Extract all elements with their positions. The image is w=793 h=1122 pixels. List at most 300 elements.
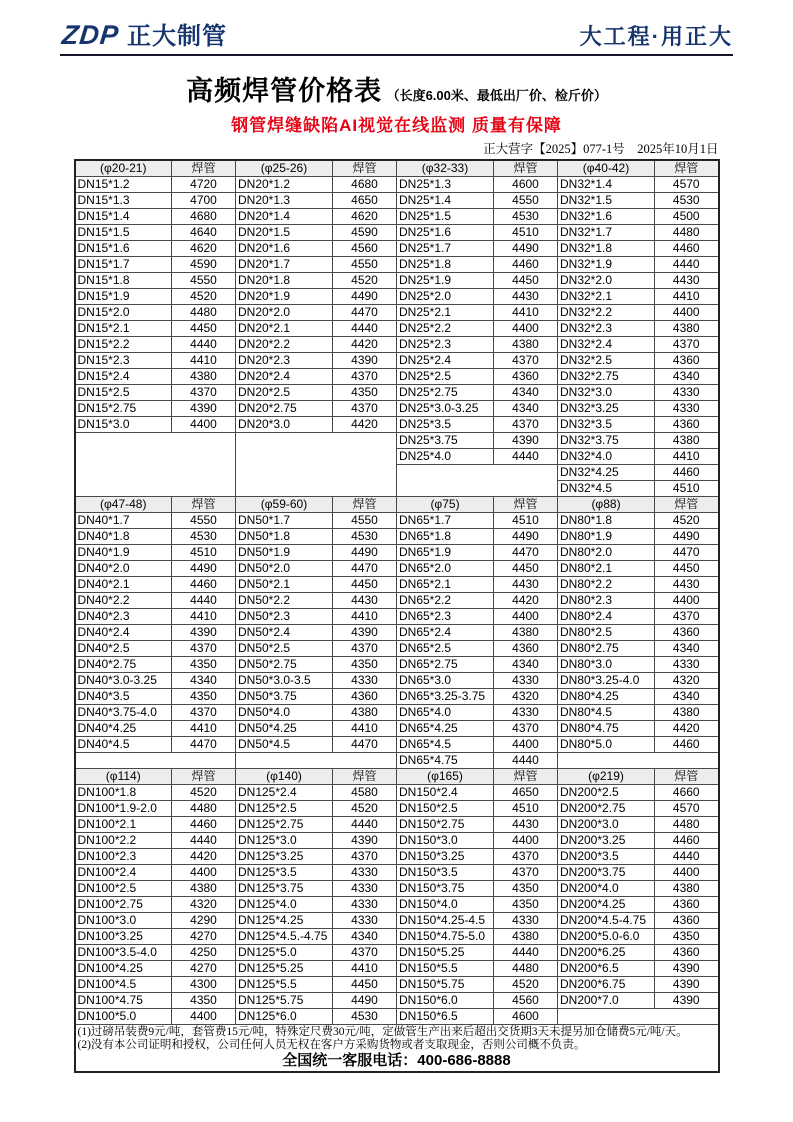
spec-cell: DN50*4.0 [236, 705, 333, 721]
price-cell: 4380 [655, 433, 719, 449]
price-cell: 4570 [655, 177, 719, 193]
price-cell: 4350 [494, 897, 558, 913]
brand-slogan: 大工程·用正大 [579, 24, 733, 49]
spec-cell: DN40*1.9 [75, 545, 172, 561]
price-cell: 4380 [494, 929, 558, 945]
spec-cell: DN15*1.6 [75, 241, 172, 257]
spec-cell: DN100*3.0 [75, 913, 172, 929]
spec-cell: DN32*2.3 [558, 321, 655, 337]
spec-cell: DN50*2.3 [236, 609, 333, 625]
footer-row [75, 1025, 719, 1073]
spec-cell: DN80*3.25-4.0 [558, 673, 655, 689]
diameter-header: (φ47-48) [75, 497, 172, 513]
price-cell: 4330 [333, 673, 397, 689]
price-cell: 4360 [655, 625, 719, 641]
spec-cell: DN100*4.5 [75, 977, 172, 993]
spec-cell: DN100*3.5-4.0 [75, 945, 172, 961]
header-divider [60, 54, 733, 56]
table-row [75, 721, 719, 737]
price-cell: 4370 [333, 641, 397, 657]
price-cell: 4330 [494, 913, 558, 929]
spec-cell: DN32*1.7 [558, 225, 655, 241]
spec-cell: DN50*2.1 [236, 577, 333, 593]
price-cell: 4520 [494, 977, 558, 993]
price-cell: 4340 [333, 929, 397, 945]
price-cell: 4400 [172, 865, 236, 881]
diameter-header: (φ32-33) [397, 160, 494, 177]
price-cell: 4360 [655, 353, 719, 369]
spec-cell: DN200*4.5-4.75 [558, 913, 655, 929]
price-column-header: 焊管 [333, 497, 397, 513]
spec-cell: DN20*1.7 [236, 257, 333, 273]
price-cell: 4420 [333, 417, 397, 433]
spec-cell: DN65*2.1 [397, 577, 494, 593]
price-cell: 4380 [655, 321, 719, 337]
table-row [75, 433, 719, 449]
diameter-header: (φ25-26) [236, 160, 333, 177]
spec-cell: DN65*2.4 [397, 625, 494, 641]
price-cell: 4490 [655, 529, 719, 545]
price-cell: 4580 [333, 785, 397, 801]
price-cell: 4460 [494, 257, 558, 273]
spec-cell: DN150*4.0 [397, 897, 494, 913]
price-cell: 4360 [655, 913, 719, 929]
diameter-header: (φ40-42) [558, 160, 655, 177]
price-cell: 4510 [494, 801, 558, 817]
spec-cell: DN150*3.25 [397, 849, 494, 865]
price-cell: 4530 [655, 193, 719, 209]
price-cell: 4350 [333, 657, 397, 673]
price-cell: 4370 [333, 849, 397, 865]
table-row [75, 177, 719, 193]
spec-cell: DN50*3.0-3.5 [236, 673, 333, 689]
spec-cell: DN25*2.5 [397, 369, 494, 385]
footnote-1: (1)过磅吊装费9元/吨，套管费15元/吨，特殊定尺费30元/吨，定做管生产出来后超出交货期3天未提另加仓储费5元/吨/天。 [77, 1026, 688, 1038]
price-cell: 4520 [333, 801, 397, 817]
price-cell: 4400 [494, 321, 558, 337]
price-cell: 4340 [655, 689, 719, 705]
table-row [75, 289, 719, 305]
price-cell: 4360 [655, 897, 719, 913]
hotline-number: 400-686-8888 [417, 1052, 511, 1069]
spec-cell: DN20*2.5 [236, 385, 333, 401]
spec-cell: DN150*5.25 [397, 945, 494, 961]
spec-cell: DN125*5.75 [236, 993, 333, 1009]
section-header-row [75, 160, 719, 177]
price-cell: 4340 [494, 385, 558, 401]
price-cell: 4680 [172, 209, 236, 225]
price-cell: 4450 [333, 577, 397, 593]
price-cell: 4510 [655, 481, 719, 497]
zdp-logo-mark: ZDP [60, 20, 121, 50]
spec-cell: DN32*2.5 [558, 353, 655, 369]
price-cell: 4520 [333, 273, 397, 289]
spec-cell: DN20*2.4 [236, 369, 333, 385]
price-column-header: 焊管 [333, 160, 397, 177]
spec-cell: DN20*1.4 [236, 209, 333, 225]
spec-cell: DN32*3.5 [558, 417, 655, 433]
company-name: 正大制管 [127, 23, 227, 50]
price-cell: 4390 [172, 625, 236, 641]
empty-cell [75, 753, 236, 769]
spec-cell: DN50*4.25 [236, 721, 333, 737]
price-cell: 4490 [494, 241, 558, 257]
price-cell: 4680 [333, 177, 397, 193]
table-row [75, 561, 719, 577]
spec-cell: DN25*2.75 [397, 385, 494, 401]
price-cell: 4400 [655, 305, 719, 321]
price-cell: 4550 [172, 273, 236, 289]
table-row [75, 321, 719, 337]
spec-cell: DN25*1.5 [397, 209, 494, 225]
diameter-header: (φ75) [397, 497, 494, 513]
price-cell: 4490 [172, 561, 236, 577]
spec-cell: DN32*3.25 [558, 401, 655, 417]
table-row [75, 385, 719, 401]
spec-cell: DN32*2.1 [558, 289, 655, 305]
price-cell: 4350 [655, 929, 719, 945]
price-cell: 4440 [494, 945, 558, 961]
spec-cell: DN15*1.8 [75, 273, 172, 289]
price-cell: 4420 [333, 337, 397, 353]
table-row [75, 929, 719, 945]
price-cell: 4510 [494, 513, 558, 529]
price-cell: 4440 [655, 257, 719, 273]
spec-cell: DN200*5.0-6.0 [558, 929, 655, 945]
price-cell: 4430 [655, 273, 719, 289]
spec-cell: DN32*1.8 [558, 241, 655, 257]
spec-cell: DN25*1.7 [397, 241, 494, 257]
price-cell: 4410 [333, 721, 397, 737]
spec-cell: DN65*2.3 [397, 609, 494, 625]
price-cell: 4490 [494, 529, 558, 545]
spec-cell: DN200*2.5 [558, 785, 655, 801]
price-cell: 4450 [494, 273, 558, 289]
diameter-header: (φ88) [558, 497, 655, 513]
price-cell: 4440 [172, 833, 236, 849]
diameter-header: (φ114) [75, 769, 172, 785]
price-cell: 4370 [172, 705, 236, 721]
price-cell: 4460 [655, 465, 719, 481]
diameter-header: (φ20-21) [75, 160, 172, 177]
price-cell: 4380 [494, 625, 558, 641]
price-cell: 4490 [333, 993, 397, 1009]
empty-cell [558, 753, 719, 769]
spec-cell: DN50*4.5 [236, 737, 333, 753]
price-cell: 4470 [494, 545, 558, 561]
table-row [75, 993, 719, 1009]
table-row [75, 273, 719, 289]
spec-cell: DN65*1.7 [397, 513, 494, 529]
price-cell: 4370 [494, 849, 558, 865]
spec-cell: DN32*3.0 [558, 385, 655, 401]
table-row [75, 401, 719, 417]
spec-cell: DN65*1.8 [397, 529, 494, 545]
price-cell: 4490 [333, 289, 397, 305]
price-cell: 4560 [494, 993, 558, 1009]
price-cell: 4370 [333, 945, 397, 961]
price-cell: 4440 [172, 337, 236, 353]
table-row [75, 641, 719, 657]
spec-cell: DN125*3.25 [236, 849, 333, 865]
spec-cell: DN40*2.5 [75, 641, 172, 657]
spec-cell: DN80*5.0 [558, 737, 655, 753]
spec-cell: DN15*2.0 [75, 305, 172, 321]
price-cell: 4520 [172, 785, 236, 801]
table-row [75, 529, 719, 545]
spec-cell: DN150*2.4 [397, 785, 494, 801]
price-cell: 4390 [333, 833, 397, 849]
price-cell: 4350 [494, 881, 558, 897]
spec-cell: DN25*1.4 [397, 193, 494, 209]
price-cell: 4370 [172, 385, 236, 401]
price-cell: 4700 [172, 193, 236, 209]
price-cell: 4390 [655, 977, 719, 993]
price-column-header: 焊管 [494, 769, 558, 785]
price-cell: 4370 [655, 337, 719, 353]
hotline [78, 1054, 716, 1068]
spec-cell: DN100*2.75 [75, 897, 172, 913]
spec-cell: DN200*3.25 [558, 833, 655, 849]
price-cell: 4380 [172, 881, 236, 897]
price-cell: 4470 [333, 737, 397, 753]
spec-cell: DN65*1.9 [397, 545, 494, 561]
table-row [75, 801, 719, 817]
table-row [75, 817, 719, 833]
table-row [75, 577, 719, 593]
price-cell: 4430 [333, 593, 397, 609]
price-cell: 4430 [494, 817, 558, 833]
table-row [75, 593, 719, 609]
price-cell: 4470 [333, 561, 397, 577]
price-cell: 4720 [172, 177, 236, 193]
spec-cell: DN125*5.25 [236, 961, 333, 977]
spec-cell: DN15*1.5 [75, 225, 172, 241]
spec-cell: DN80*4.5 [558, 705, 655, 721]
spec-cell: DN20*1.9 [236, 289, 333, 305]
spec-cell: DN80*2.3 [558, 593, 655, 609]
price-cell: 4530 [172, 529, 236, 545]
table-row [75, 417, 719, 433]
spec-cell: DN65*2.5 [397, 641, 494, 657]
spec-cell: DN15*2.2 [75, 337, 172, 353]
spec-cell: DN150*2.75 [397, 817, 494, 833]
table-row [75, 737, 719, 753]
spec-cell: DN150*6.5 [397, 1009, 494, 1025]
spec-cell: DN25*1.9 [397, 273, 494, 289]
spec-cell: DN15*2.5 [75, 385, 172, 401]
price-cell: 4460 [655, 833, 719, 849]
price-cell: 4440 [655, 849, 719, 865]
spec-cell: DN40*4.5 [75, 737, 172, 753]
price-cell: 4590 [333, 225, 397, 241]
empty-cell [558, 1009, 719, 1025]
footnote-2: (2)没有本公司证明和授权，公司任何人员无权在客户方采购货物或者支取现金，否则公司概不负责。 [77, 1039, 586, 1051]
table-row [75, 241, 719, 257]
price-cell: 4650 [333, 193, 397, 209]
spec-cell: DN25*3.75 [397, 433, 494, 449]
price-cell: 4320 [655, 673, 719, 689]
table-row [75, 689, 719, 705]
price-cell: 4450 [172, 321, 236, 337]
spec-cell: DN32*1.6 [558, 209, 655, 225]
spec-cell: DN32*3.75 [558, 433, 655, 449]
table-row [75, 897, 719, 913]
spec-cell: DN32*4.0 [558, 449, 655, 465]
hotline-label: 全国统一客服电话： [282, 1053, 418, 1069]
spec-cell: DN65*2.75 [397, 657, 494, 673]
spec-cell: DN32*4.5 [558, 481, 655, 497]
spec-cell: DN200*7.0 [558, 993, 655, 1009]
spec-cell: DN80*2.75 [558, 641, 655, 657]
spec-cell: DN50*1.8 [236, 529, 333, 545]
price-cell: 4550 [333, 513, 397, 529]
spec-cell: DN80*1.8 [558, 513, 655, 529]
price-cell: 4330 [655, 385, 719, 401]
spec-cell: DN200*6.25 [558, 945, 655, 961]
price-cell: 4410 [172, 353, 236, 369]
spec-cell: DN65*3.25-3.75 [397, 689, 494, 705]
spec-cell: DN100*2.4 [75, 865, 172, 881]
price-cell: 4410 [494, 305, 558, 321]
spec-cell: DN40*2.75 [75, 657, 172, 673]
page-title-note: （长度6.00米、最低出厂价、检斤价） [386, 88, 607, 103]
price-column-header: 焊管 [655, 497, 719, 513]
spec-cell: DN80*4.25 [558, 689, 655, 705]
spec-cell: DN125*4.0 [236, 897, 333, 913]
price-cell: 4450 [333, 977, 397, 993]
price-cell: 4360 [333, 689, 397, 705]
price-column-header: 焊管 [494, 497, 558, 513]
spec-cell: DN25*2.2 [397, 321, 494, 337]
price-cell: 4480 [494, 961, 558, 977]
spec-cell: DN20*1.5 [236, 225, 333, 241]
price-cell: 4550 [172, 513, 236, 529]
spec-cell: DN80*2.0 [558, 545, 655, 561]
price-cell: 4380 [655, 881, 719, 897]
spec-cell: DN20*2.1 [236, 321, 333, 337]
price-cell: 4420 [655, 721, 719, 737]
price-cell: 4510 [172, 545, 236, 561]
price-cell: 4660 [655, 785, 719, 801]
table-row [75, 353, 719, 369]
price-cell: 4410 [172, 721, 236, 737]
spec-cell: DN15*1.4 [75, 209, 172, 225]
spec-cell: DN32*2.2 [558, 305, 655, 321]
table-row [75, 945, 719, 961]
table-row [75, 225, 719, 241]
price-cell: 4400 [655, 593, 719, 609]
price-cell: 4590 [172, 257, 236, 273]
spec-cell: DN32*1.5 [558, 193, 655, 209]
price-column-header: 焊管 [172, 160, 236, 177]
spec-cell: DN125*4.5.-4.75 [236, 929, 333, 945]
price-cell: 4460 [655, 737, 719, 753]
price-cell: 4570 [655, 801, 719, 817]
spec-cell: DN125*2.75 [236, 817, 333, 833]
price-cell: 4370 [494, 417, 558, 433]
price-cell: 4380 [494, 337, 558, 353]
price-cell: 4600 [494, 177, 558, 193]
spec-cell: DN150*2.5 [397, 801, 494, 817]
table-row [75, 977, 719, 993]
price-cell: 4250 [172, 945, 236, 961]
spec-cell: DN65*4.0 [397, 705, 494, 721]
spec-cell: DN150*3.0 [397, 833, 494, 849]
spec-cell: DN32*2.0 [558, 273, 655, 289]
price-column-header: 焊管 [172, 769, 236, 785]
spec-cell: DN20*2.75 [236, 401, 333, 417]
price-cell: 4370 [172, 641, 236, 657]
price-cell: 4320 [172, 897, 236, 913]
price-cell: 4340 [655, 641, 719, 657]
price-cell: 4270 [172, 961, 236, 977]
spec-cell: DN80*3.0 [558, 657, 655, 673]
table-row [75, 305, 719, 321]
table-row [75, 337, 719, 353]
price-cell: 4340 [494, 657, 558, 673]
spec-cell: DN200*3.75 [558, 865, 655, 881]
spec-cell: DN40*3.5 [75, 689, 172, 705]
price-column-header: 焊管 [333, 769, 397, 785]
price-cell: 4330 [655, 401, 719, 417]
spec-cell: DN40*3.0-3.25 [75, 673, 172, 689]
price-cell: 4380 [333, 705, 397, 721]
price-cell: 4370 [494, 865, 558, 881]
spec-cell: DN150*5.75 [397, 977, 494, 993]
document-number: 正大营字【2025】077-1号 2025年10月1日 [483, 142, 719, 156]
price-cell: 4390 [655, 961, 719, 977]
price-table [74, 159, 720, 1073]
price-cell: 4320 [494, 689, 558, 705]
price-cell: 4370 [494, 721, 558, 737]
price-cell: 4480 [655, 817, 719, 833]
price-cell: 4420 [172, 849, 236, 865]
table-row [75, 961, 719, 977]
price-cell: 4390 [333, 353, 397, 369]
spec-cell: DN32*1.4 [558, 177, 655, 193]
price-cell: 4480 [172, 305, 236, 321]
spec-cell: DN40*4.25 [75, 721, 172, 737]
price-cell: 4290 [172, 913, 236, 929]
spec-cell: DN125*5.0 [236, 945, 333, 961]
spec-cell: DN50*2.5 [236, 641, 333, 657]
spec-cell: DN125*3.0 [236, 833, 333, 849]
price-cell: 4370 [333, 401, 397, 417]
spec-cell: DN50*1.9 [236, 545, 333, 561]
spec-cell: DN20*1.3 [236, 193, 333, 209]
spec-cell: DN20*1.2 [236, 177, 333, 193]
spec-cell: DN15*1.2 [75, 177, 172, 193]
spec-cell: DN50*2.75 [236, 657, 333, 673]
spec-cell: DN25*3.0-3.25 [397, 401, 494, 417]
section-header-row [75, 497, 719, 513]
spec-cell: DN40*2.1 [75, 577, 172, 593]
spec-cell: DN200*6.75 [558, 977, 655, 993]
spec-cell: DN100*4.25 [75, 961, 172, 977]
price-cell: 4370 [494, 353, 558, 369]
spec-cell: DN65*4.5 [397, 737, 494, 753]
price-cell: 4330 [333, 865, 397, 881]
spec-cell: DN200*2.75 [558, 801, 655, 817]
price-cell: 4330 [333, 913, 397, 929]
spec-cell: DN20*2.0 [236, 305, 333, 321]
table-row [75, 913, 719, 929]
spec-cell: DN200*3.5 [558, 849, 655, 865]
price-cell: 4440 [172, 593, 236, 609]
price-cell: 4470 [333, 305, 397, 321]
table-row [75, 673, 719, 689]
